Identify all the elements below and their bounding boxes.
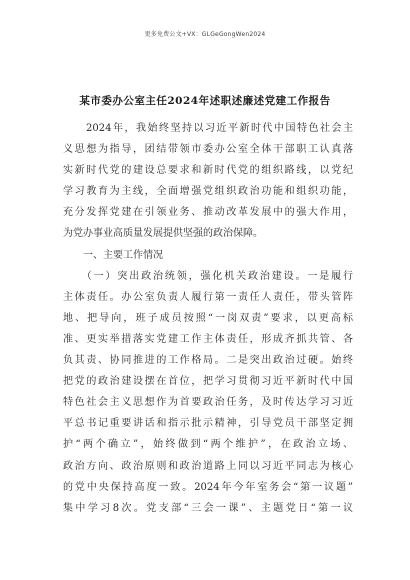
paragraph-line: 政治方向、政治原则和政治道路上同以习近平同志为核心 bbox=[63, 460, 353, 472]
paragraph-line: 准、更实举措落实党建工作主体责任，形成齐抓共管、各 bbox=[63, 333, 353, 345]
paragraph-line: 地、把导向，班子成员按照“一岗双责”要求，以更高标 bbox=[63, 312, 353, 324]
paragraph-line: 平总书记重要讲话和指示批示精神，引导党员干部坚定拥 bbox=[63, 418, 353, 430]
paragraph-line: 学习教育为主线，全面增强党组织政治功能和组织功能， bbox=[63, 186, 353, 198]
paragraph-line: 充分发挥党建在引领业务、推动改革发展中的强大作用， bbox=[63, 207, 353, 219]
paragraph-line: 为党办事业高质量发展提供坚强的政治保障。 bbox=[63, 228, 263, 240]
paragraph-line: 的党中央保持高度一致。2024年今年室务会“第一议题” bbox=[63, 481, 353, 493]
paragraph-line: 把党的政治建设摆在首位，把学习贯彻习近平新时代中国 bbox=[63, 376, 353, 388]
paragraph-line: 义思想为指导，团结带领市委办公室全体干部职工认真落 bbox=[63, 144, 353, 156]
paragraph-line: 护“两个确立”，始终做到“两个维护”，在政治立场、 bbox=[63, 439, 353, 451]
paragraph-line: 特色社会主义思想作为首要政治任务，及时传达学习习近 bbox=[63, 397, 353, 409]
paragraph-line: 集中学习8次。党支部“三会一课”、主题党日“第一议 bbox=[63, 502, 353, 514]
paragraph-line: 实新时代党的建设总要求和新时代党的组织路线，以党纪 bbox=[63, 165, 353, 177]
document-body bbox=[63, 118, 353, 519]
paragraph-line: 2024年，我始终坚持以习近平新时代中国特色社会主 bbox=[63, 123, 353, 134]
header-note: 更多免费公文+VX：GLGeGongWen2024 bbox=[144, 31, 266, 38]
paragraph-line: （一）突出政治统领，强化机关政治建设。一是履行 bbox=[63, 270, 353, 282]
document-title: 某市委办公室主任2024年述职述廉述党建工作报告 bbox=[79, 95, 331, 107]
paragraph-line: 主体责任。办公室负责人履行第一责任人责任，带头管阵 bbox=[63, 291, 353, 303]
section-heading: 一、主要工作情况 bbox=[63, 249, 163, 261]
paragraph-line: 负其责、协同推进的工作格局。二是突出政治过硬。始终 bbox=[63, 355, 353, 367]
